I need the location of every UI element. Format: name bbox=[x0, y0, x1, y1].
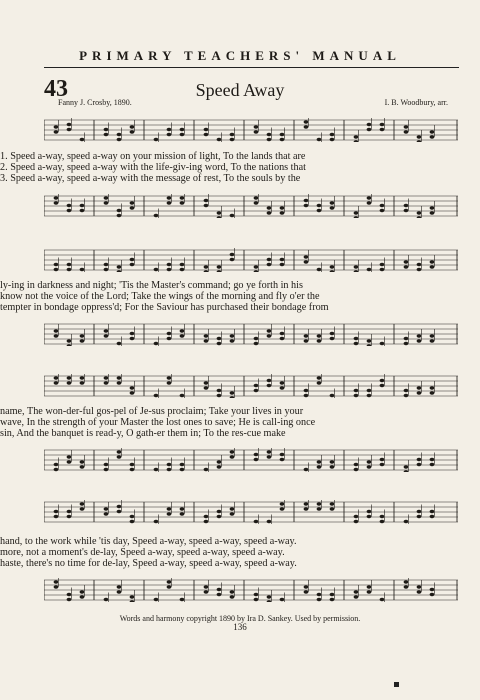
bass-staff-1 bbox=[44, 194, 458, 218]
bass-staff-3 bbox=[44, 448, 458, 472]
lyric-line-4-1: hand, to the work while 'tis day, Speed a-way, speed a-way, speed a-way. bbox=[0, 536, 297, 547]
author-credit: Fanny J. Crosby, 1890. bbox=[58, 98, 132, 107]
lyric-line-4-3: haste, there's no time for de-lay, Speed a-way, speed a-way, speed a-way. bbox=[0, 558, 297, 569]
print-mark bbox=[394, 682, 399, 687]
hymn-number: 43 bbox=[44, 76, 68, 102]
running-header: PRIMARY TEACHERS' MANUAL bbox=[79, 48, 401, 63]
copyright-notice: Words and harmony copyright 1890 by Ira D. Sankey. Used by permission. bbox=[119, 614, 361, 623]
treble-staff-4 bbox=[44, 500, 458, 524]
page-number: 136 bbox=[233, 622, 247, 632]
bass-staff-4 bbox=[44, 578, 458, 602]
hymn-title: Speed Away bbox=[195, 80, 285, 100]
header-rule bbox=[44, 67, 459, 68]
lyric-line-3-3: sin, And the banquet is read-y, O gath-er them in; To the res-cue make bbox=[0, 428, 286, 439]
lyric-line-1-3: 3. Speed a-way, speed a-way with the message of rest, To the souls by the bbox=[0, 173, 301, 184]
lyric-line-2-1: ly-ing in darkness and night; 'Tis the Master's command; go ye forth in his bbox=[0, 280, 303, 291]
bass-staff-2 bbox=[44, 322, 458, 346]
lyric-line-4-2: more, not a moment's de-lay, Speed a-way, speed a-way, speed a-way. bbox=[0, 547, 285, 558]
lyric-line-2-2: know not the voice of the Lord; Take the wings of the morning and fly o'er the bbox=[0, 291, 320, 302]
treble-staff-1 bbox=[44, 118, 458, 142]
lyric-line-2-3: tempter in bondage oppress'd; For the Saviour has purchased their bondage from bbox=[0, 302, 329, 313]
treble-staff-2 bbox=[44, 248, 458, 272]
treble-staff-3 bbox=[44, 374, 458, 398]
lyric-line-1-1: 1. Speed a-way, speed a-way on your mission of light, To the lands that are bbox=[0, 151, 306, 162]
lyric-line-3-2: wave, In the strength of your Master the lost ones to save; He is call-ing once bbox=[0, 417, 316, 428]
arranger-credit: I. B. Woodbury, arr. bbox=[384, 98, 448, 107]
lyric-line-1-2: 2. Speed a-way, speed a-way with the life-giv-ing word, To the nations that bbox=[0, 162, 306, 173]
lyric-line-3-1: name, The won-der-ful gos-pel of Je-sus proclaim; Take your lives in your bbox=[0, 406, 304, 417]
